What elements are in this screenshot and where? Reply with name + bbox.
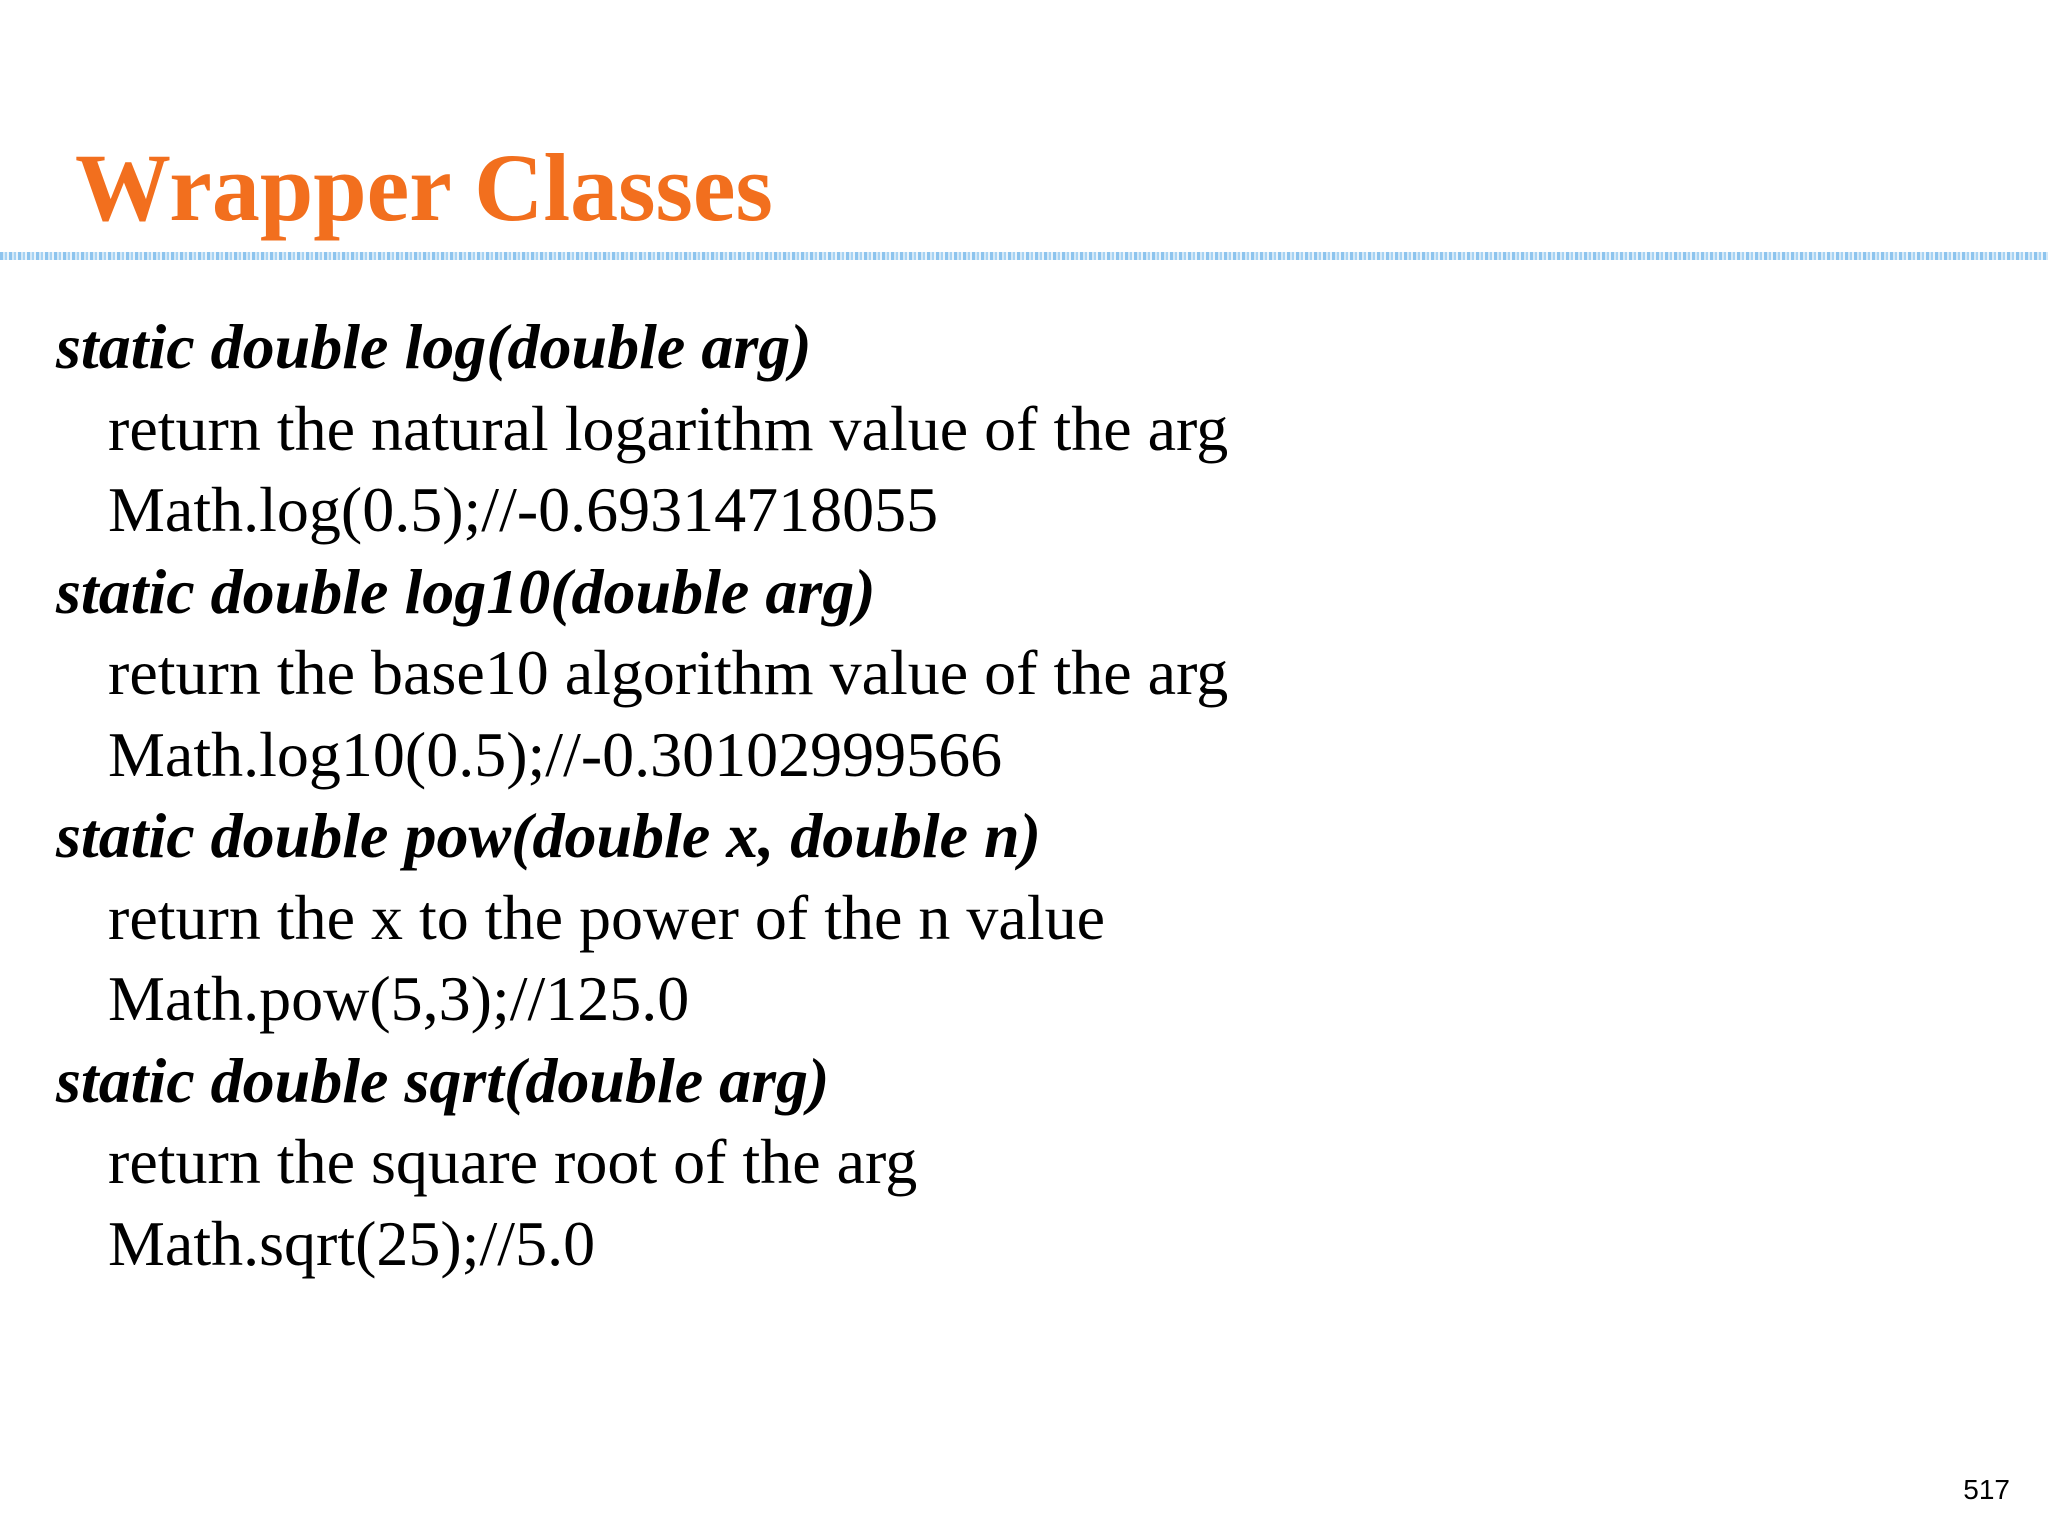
method-sqrt — [56, 1040, 1956, 1285]
method-signature: static double pow(double x, double n) — [56, 800, 1041, 871]
method-description: return the square root of the arg — [108, 1126, 918, 1197]
method-description: return the base10 algorithm value of the arg — [108, 637, 1229, 708]
method-log — [56, 306, 1956, 551]
slide-content — [56, 306, 1956, 1284]
method-signature: static double sqrt(double arg) — [56, 1044, 830, 1116]
method-pow — [56, 795, 1956, 1040]
method-example: Math.log(0.5);//-0.69314718055 — [108, 474, 939, 545]
method-description: return the natural logarithm value of the arg — [108, 392, 1229, 464]
method-description: return the x to the power of the n value — [108, 881, 1105, 953]
method-example: Math.log10(0.5);//-0.30102999566 — [108, 718, 1003, 790]
method-signature: static double log10(double arg) — [56, 555, 876, 627]
slide-title: Wrapper Classes — [75, 134, 773, 241]
method-signature: static double log(double arg) — [56, 311, 812, 382]
method-example: Math.pow(5,3);//125.0 — [108, 963, 690, 1034]
method-example: Math.sqrt(25);//5.0 — [108, 1207, 596, 1279]
title-divider — [0, 252, 2048, 260]
method-log10 — [56, 551, 1956, 796]
page-number: 517 — [1963, 1474, 2010, 1505]
